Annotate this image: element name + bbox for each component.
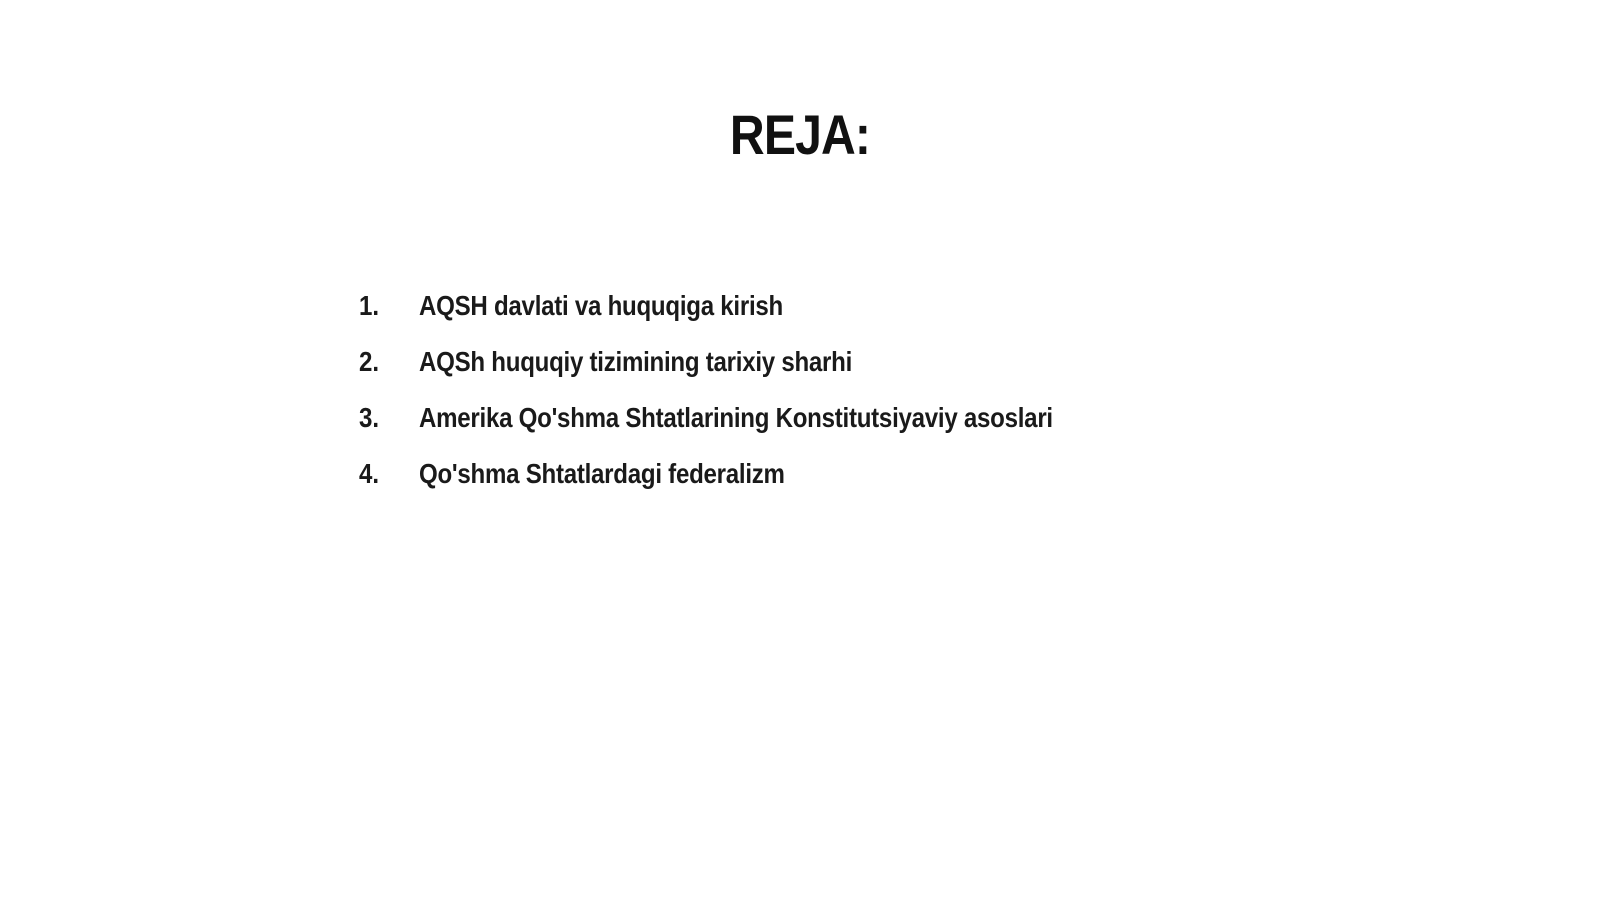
plan-item-text: AQSh huquqiy tizimining tarixiy sharhi (419, 346, 853, 377)
plan-item-4 (359, 454, 1156, 510)
plan-list (359, 286, 1156, 510)
plan-item-number: 4. (359, 458, 380, 489)
plan-item-text: AQSH davlati va huquqiga kirish (419, 290, 783, 321)
plan-item-number: 2. (359, 346, 380, 377)
plan-item-2 (359, 342, 1156, 398)
plan-item-3 (359, 398, 1156, 454)
plan-item-1 (359, 286, 1156, 342)
plan-item-text: Amerika Qo'shma Shtatlarining Konstitutsiyaviy asoslari (419, 402, 1053, 433)
plan-item-number: 1. (359, 290, 380, 321)
plan-item-number: 3. (359, 402, 380, 433)
plan-item-text: Qo'shma Shtatlardagi federalizm (419, 458, 785, 489)
slide-title: REJA: (729, 103, 871, 166)
